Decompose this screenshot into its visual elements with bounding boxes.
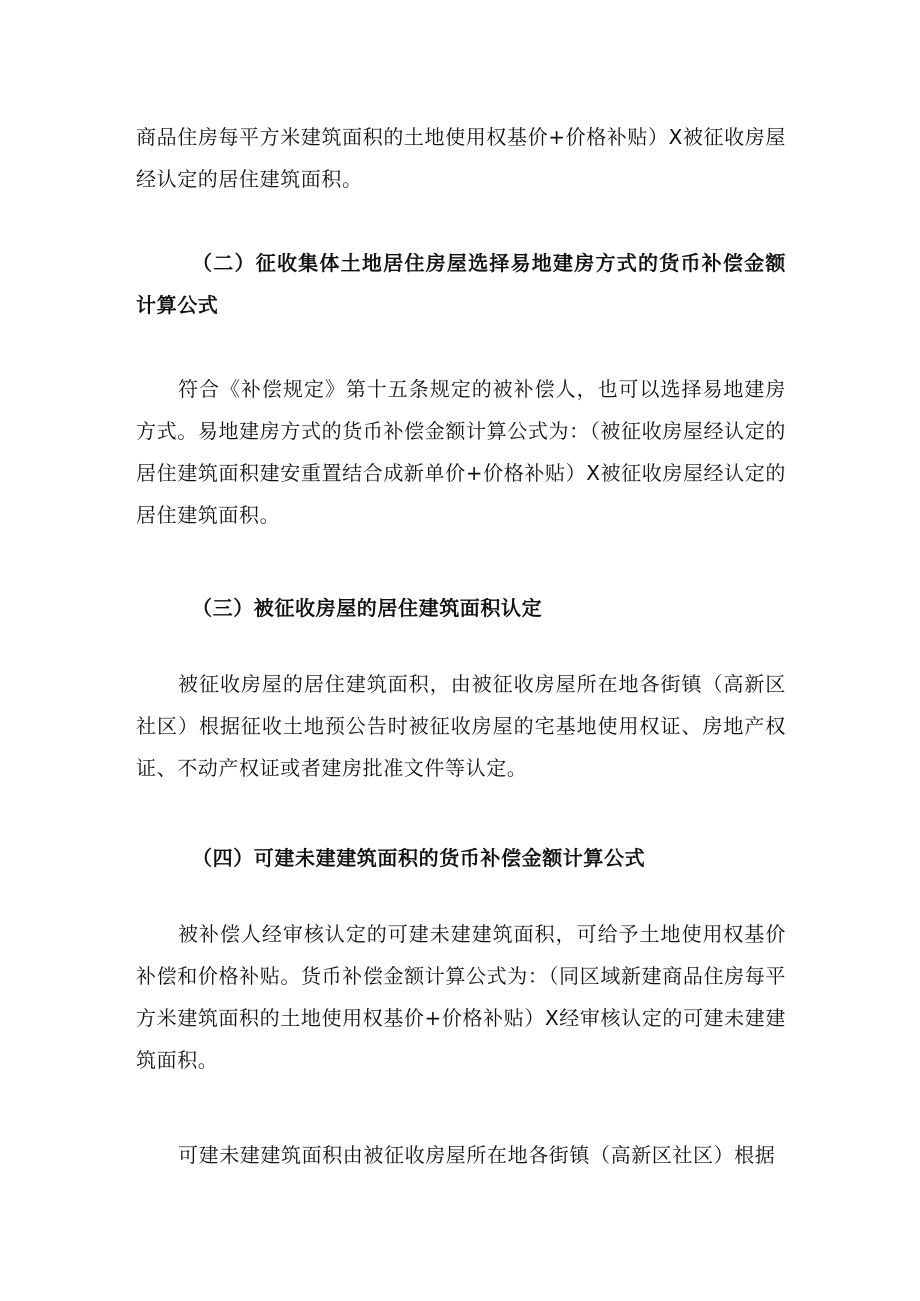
paragraph-section-4: 被补偿人经审核认定的可建未建建筑面积，可给予土地使用权基价补偿和价格补贴。货币补偿金额计算公式为：（同区域新建商品住房每平方米建筑面积的土地使用权基价+价格补贴）X经审核认定的可建未建建筑面积。 xyxy=(136,922,786,1072)
section-heading-2: （二）征收集体土地居住房屋选择易地建房方式的货币补偿金额计算公式 xyxy=(136,251,786,317)
paragraph-section-3: 被征收房屋的居住建筑面积，由被征收房屋所在地各街镇（高新区社区）根据征收土地预公告时被征收房屋的宅基地使用权证、房地产权证、不动产权证或者建房批准文件等认定。 xyxy=(136,672,786,780)
section-heading-4: （四）可建未建建筑面积的货币补偿金额计算公式 xyxy=(192,846,646,870)
section-heading-3: （三）被征收房屋的居住建筑面积认定 xyxy=(192,596,543,620)
paragraph-section-2: 符合《补偿规定》第十五条规定的被补偿人，也可以选择易地建房方式。易地建房方式的货币补偿金额计算公式为：（被征收房屋经认定的居住建筑面积建安重置结合成新单价+价格补贴）X被征收房屋经认定的居住建筑面积。 xyxy=(136,377,786,527)
paragraph-section-4-continued: 可建未建建筑面积由被征收房屋所在地各街镇（高新区社区）根据 xyxy=(178,1143,776,1167)
paragraph-continuation: 商品住房每平方米建筑面积的土地使用权基价+价格补贴）X被征收房屋经认定的居住建筑面积。 xyxy=(136,125,786,191)
